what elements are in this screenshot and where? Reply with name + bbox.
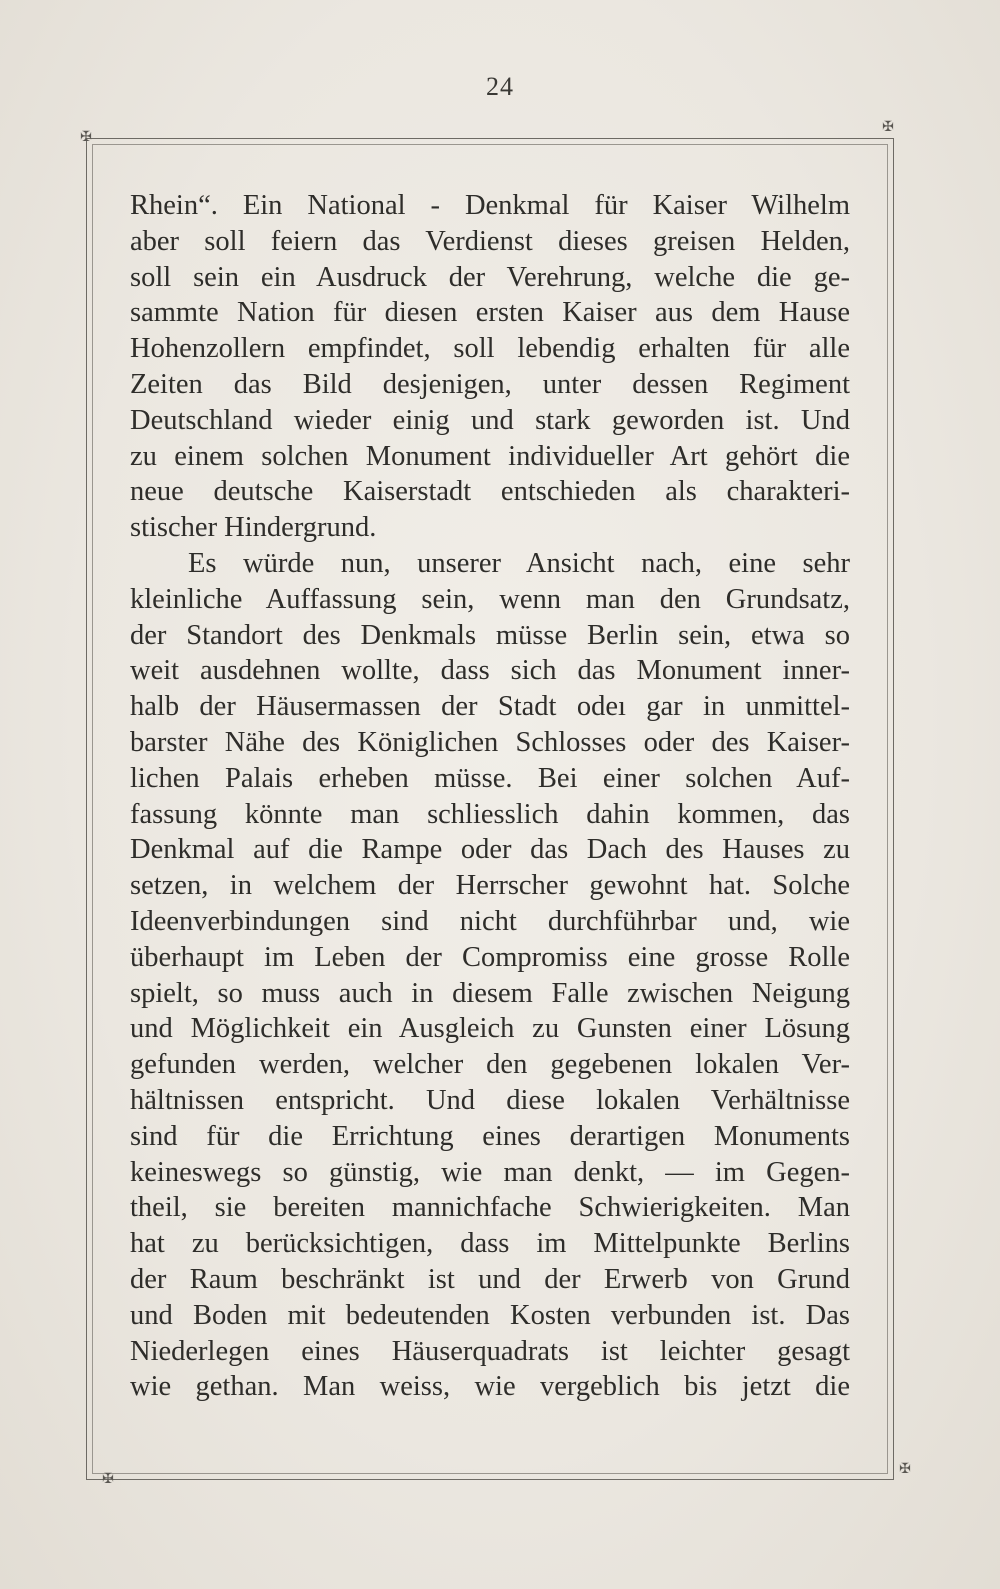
text-line: der Raum beschränkt ist und der Erwerb von Grund [130, 1263, 850, 1295]
corner-ornament-icon: ✠ [80, 130, 92, 145]
text-line: neue deutsche Kaiserstadt entschieden als charakteri- [130, 476, 850, 508]
text-line: Niederlegen eines Häuserquadrats ist leichter gesagt [130, 1335, 850, 1367]
text-line: sind für die Errichtung eines derartigen Monuments [130, 1120, 850, 1152]
text-line: stischer Hindergrund. [130, 512, 377, 544]
text-line: gefunden werden, welcher den gegebenen lokalen Ver- [130, 1049, 850, 1081]
text-line: keineswegs so günstig, wie man denkt, — im Gegen- [130, 1156, 850, 1188]
text-line: Ideenverbindungen sind nicht durchführbar und, wie [130, 905, 850, 937]
text-line: hat zu berücksichtigen, dass im Mittelpunkte Berlins [130, 1228, 850, 1260]
text-line: theil, sie bereiten mannichfache Schwierigkeiten. Man [130, 1192, 850, 1224]
text-line: Rhein“. Ein National - Denkmal für Kaiser Wilhelm [130, 190, 850, 221]
text-line: und Möglichkeit ein Ausgleich zu Gunsten einer Lösung [130, 1013, 850, 1045]
corner-ornament-icon: ✠ [882, 120, 894, 135]
text-line: aber soll feiern das Verdienst dieses greisen Helden, [130, 225, 850, 257]
text-line: und Boden mit bedeutenden Kosten verbunden ist. Das [130, 1299, 850, 1331]
text-line: Denkmal auf die Rampe oder das Dach des Hauses zu [130, 834, 850, 866]
text-line: halb der Häusermassen der Stadt odeı gar in unmittel- [130, 691, 850, 723]
text-line: Hohenzollern empfindet, soll lebendig erhalten für alle [130, 333, 850, 365]
corner-ornament-icon: ✠ [899, 1462, 911, 1477]
text-line: der Standort des Denkmals müsse Berlin sein, etwa so [130, 619, 850, 651]
text-line: kleinliche Auffassung sein, wenn man den Grundsatz, [130, 583, 850, 615]
body-text [130, 188, 850, 1405]
text-line: überhaupt im Leben der Compromiss eine grosse Rolle [130, 941, 850, 973]
text-line: hältnissen entspricht. Und diese lokalen Verhältnisse [130, 1084, 850, 1116]
text-line: soll sein ein Ausdruck der Verehrung, welche die ge- [130, 261, 850, 293]
text-line: fassung könnte man schliesslich dahin kommen, das [130, 798, 850, 830]
text-line: setzen, in welchem der Herrscher gewohnt hat. Solche [130, 870, 850, 902]
text-line: Es würde nun, unserer Ansicht nach, eine sehr [188, 547, 850, 579]
text-line: spielt, so muss auch in diesem Falle zwischen Neigung [130, 977, 850, 1009]
text-line: wie gethan. Man weiss, wie vergeblich bis jetzt die [130, 1371, 850, 1403]
text-line: zu einem solchen Monument individueller Art gehört die [130, 440, 850, 472]
text-line: lichen Palais erheben müsse. Bei einer solchen Auf- [130, 762, 850, 794]
text-line: barster Nähe des Königlichen Schlosses oder des Kaiser- [130, 726, 850, 758]
text-line: Zeiten das Bild desjenigen, unter dessen Regiment [130, 368, 850, 400]
text-line: weit ausdehnen wollte, dass sich das Monument inner- [130, 655, 850, 687]
text-line: Deutschland wieder einig und stark geworden ist. Und [130, 404, 850, 436]
page-number: 24 [486, 72, 514, 101]
corner-ornament-icon: ✠ [102, 1472, 114, 1487]
text-line: sammte Nation für diesen ersten Kaiser aus dem Hause [130, 297, 850, 329]
